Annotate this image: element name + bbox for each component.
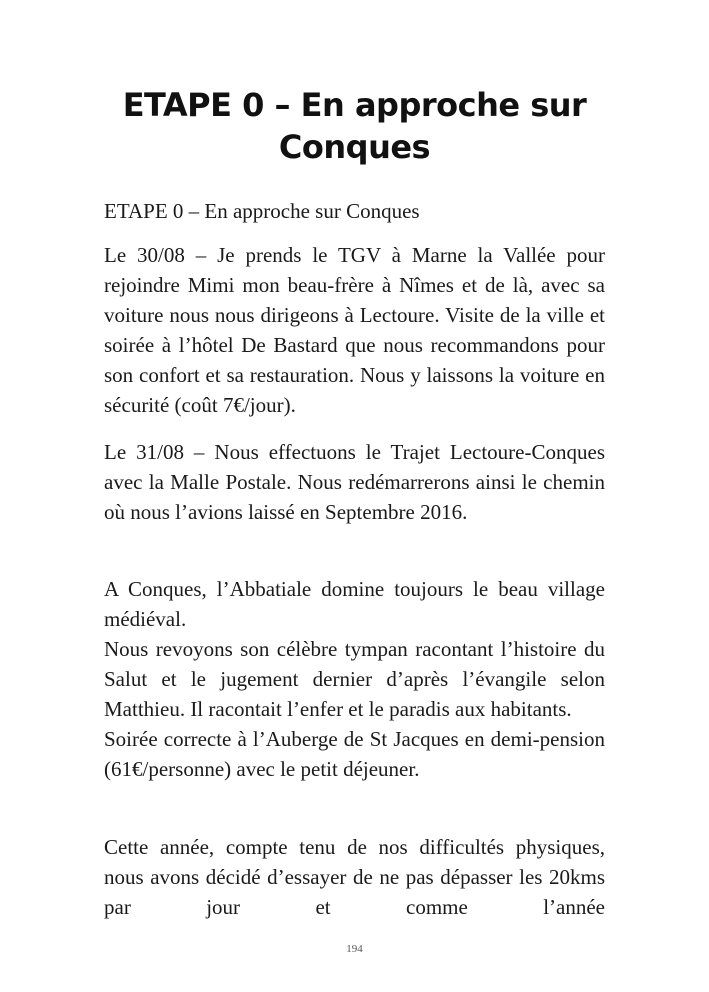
paragraph-4 — [104, 832, 605, 922]
paragraph-3 — [104, 574, 605, 784]
paragraph-3-line-2: Nous revoyons son célèbre tympan racontant l’histoire du Salut et le jugement dernier d’après l’évangile selon Matthieu. Il racontait l’enfer et le paradis aux habitants. — [104, 637, 605, 721]
paragraph-2-text: Le 31/08 – Nous effectuons le Trajet Lectoure-Conques avec la Malle Postale. Nous redémarrerons ainsi le chemin où nous l’avions laissé en Septembre 2016. — [104, 440, 605, 524]
paragraph-1 — [104, 240, 605, 420]
page-title-line-2: Conques — [278, 128, 431, 166]
page-title-line-1: ETAPE 0 – En approche sur — [122, 86, 587, 124]
paragraph-1-text: Le 30/08 – Je prends le TGV à Marne la Vallée pour rejoindre Mimi mon beau-frère à Nîmes et de là, avec sa voiture nous nous dirigeons à Lectoure. Visite de la ville et soirée à l’hôtel De Bastard que nous recommandons pour son confort et sa restauration. Nous y laissons la voiture en sécurité (coût 7€/jour). — [104, 243, 605, 417]
paragraph-3-line-3: Soirée correcte à l’Auberge de St Jacques en demi-pension (61€/personne) avec le petit déjeuner. — [104, 727, 605, 781]
page-title — [60, 84, 649, 168]
section-subtitle — [104, 196, 605, 226]
paragraph-2 — [104, 437, 605, 527]
page-number: 194 — [346, 943, 363, 955]
paragraph-3-line-1: A Conques, l’Abbatiale domine toujours le beau village médiéval. — [104, 577, 605, 631]
subtitle-text: ETAPE 0 – En approche sur Conques — [104, 199, 420, 223]
paragraph-4-text: Cette année, compte tenu de nos difficultés physiques, nous avons décidé d’essayer de ne pas dépasser les 20kms par jour et comme l’année — [104, 835, 605, 919]
